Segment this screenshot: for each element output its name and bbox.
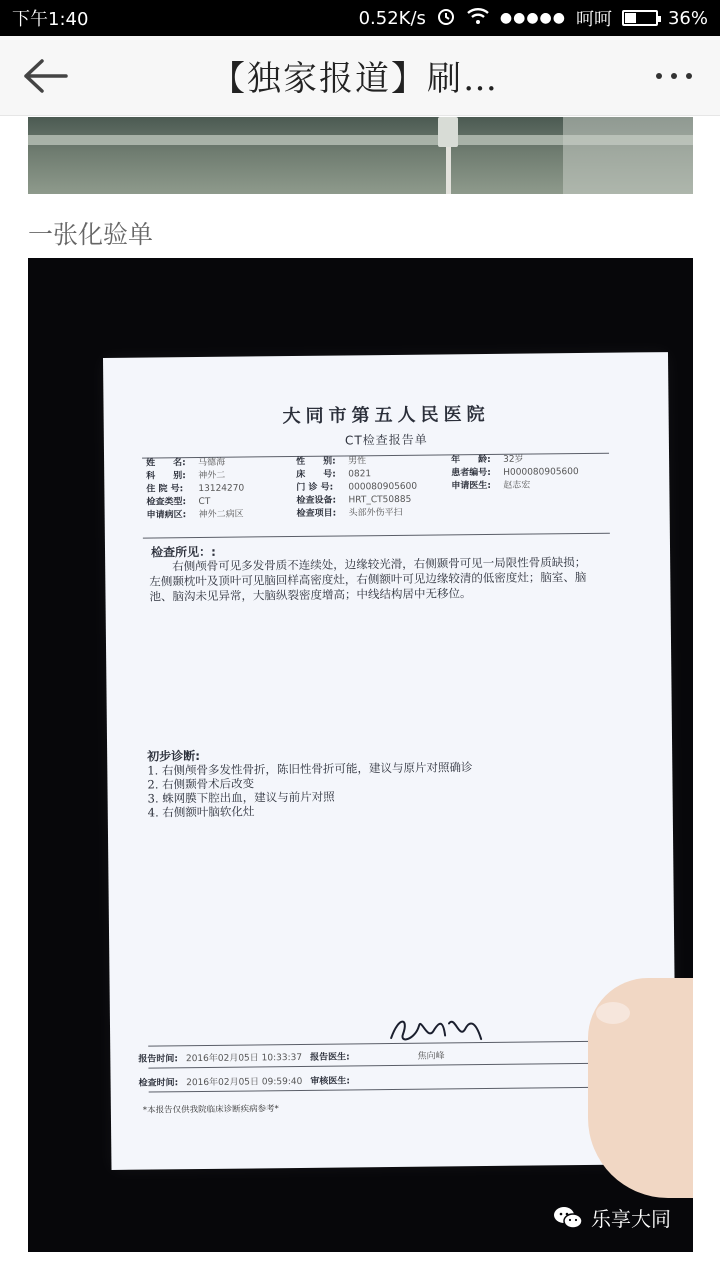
source-watermark: [553, 1203, 671, 1232]
fingernail: [596, 1002, 630, 1024]
info-value: HRT_CT50885: [348, 494, 412, 506]
diagnosis-item: 4. 右侧额叶脑软化灶: [147, 804, 255, 820]
info-value: 32岁: [503, 454, 524, 465]
carrier-name: 呵呵: [575, 9, 612, 30]
divider: [143, 533, 610, 539]
info-value: 神外二病区: [198, 509, 244, 521]
info-key: 门 诊 号:: [296, 482, 334, 493]
info-key: 申请医生:: [451, 480, 492, 492]
diagnosis-item: 3. 蛛网膜下腔出血，建议与前片对照: [147, 789, 335, 806]
info-value: 马德海: [198, 457, 226, 469]
info-key: 年 龄:: [451, 454, 491, 466]
info-key: 住 院 号:: [146, 484, 184, 495]
next-content-edge: [0, 1252, 720, 1280]
info-value: 000080905600: [348, 481, 418, 493]
info-value: H000080905600: [503, 467, 579, 478]
info-key: 患者编号:: [451, 467, 491, 479]
exam-time-row: [139, 1071, 609, 1089]
info-value: 赵志宏: [503, 480, 531, 491]
report-doctor: 焦向峰: [417, 1051, 445, 1062]
review-doctor-label: 审核医生:: [310, 1076, 350, 1087]
info-value: 男性: [348, 456, 367, 467]
more-icon-dot: [671, 73, 677, 79]
report-time: 2016年02月05日 10:33:37: [185, 1052, 303, 1065]
status-bar: [0, 0, 720, 36]
photo-detail: [563, 117, 693, 194]
article-image-report[interactable]: [28, 258, 693, 1252]
info-value: CT: [198, 496, 211, 508]
info-key: 姓 名:: [146, 458, 186, 469]
diagnosis-item: 2. 右侧颞骨术后改变: [147, 776, 255, 792]
watermark-text: 乐享大同: [591, 1207, 671, 1231]
info-key: 科 别:: [146, 471, 186, 482]
info-key: 申请病区:: [146, 510, 187, 521]
hand-holding-paper: [588, 978, 693, 1198]
photo-detail: [438, 117, 458, 147]
info-value: 13124270: [198, 483, 245, 495]
battery-percent: 36%: [667, 7, 708, 29]
app-bar: [0, 36, 720, 116]
info-value: 0821: [348, 469, 372, 480]
findings-text: 右侧颅骨可见多发骨质不连续处，边缘较光滑，右侧颞骨可见一局限性骨质缺损；左侧颞枕叶及顶叶可见脑回样高密度灶，右侧额叶可见边缘较清的低密度灶；脑室、脑池、脑沟未见异常，大脑纵裂密度增高；中线结构居中无移位。: [149, 554, 587, 604]
info-value: 头部外伤平扫: [348, 507, 403, 519]
report-type: CT检查报告单: [344, 432, 428, 448]
back-arrow-icon: [22, 58, 70, 94]
diagnosis-list: [147, 759, 588, 820]
info-key: [451, 493, 503, 507]
info-value: 神外二: [198, 470, 226, 482]
battery-icon: [622, 10, 658, 26]
info-key: 检查类型:: [146, 497, 187, 508]
diagnosis-item: 1. 右侧颅骨多发性骨折，陈旧性骨折可能，建议与原片对照确诊: [147, 760, 473, 778]
more-menu-button[interactable]: [628, 36, 720, 116]
report-doctor-label: 报告医生:: [309, 1052, 350, 1063]
divider: [148, 1041, 615, 1047]
back-button[interactable]: [0, 36, 92, 116]
more-icon-dot: [686, 73, 692, 79]
exam-time: 2016年02月05日 09:59:40: [186, 1076, 303, 1089]
report-note: *本报告仅供我院临床诊断疾病参考*: [142, 1104, 279, 1116]
article-image-top[interactable]: [28, 117, 693, 194]
wechat-icon: [553, 1205, 583, 1231]
photo-detail: [446, 147, 451, 194]
info-cell: [147, 508, 297, 523]
status-time: 下午1:40: [12, 9, 89, 30]
findings-label: 检查所见：:: [150, 544, 216, 560]
report-time-row: [138, 1047, 608, 1065]
patient-info: [146, 453, 617, 523]
report-time-label: 报告时间:: [138, 1054, 179, 1065]
network-speed: 0.52K/s: [358, 7, 426, 29]
info-key: 床 号:: [296, 469, 336, 480]
hospital-name: 大同市第五人民医院: [282, 403, 490, 428]
image-caption: 一张化验单: [28, 220, 154, 249]
info-key: 性 别:: [296, 456, 336, 467]
wifi-icon: [466, 7, 490, 30]
page-title: 【独家报道】刷…: [211, 59, 499, 99]
exam-time-label: 检查时间:: [138, 1078, 179, 1089]
info-cell: [452, 505, 617, 520]
battery-fill: [625, 13, 636, 23]
diagnosis-label: 初步诊断:: [147, 749, 201, 764]
info-key: 检查设备:: [296, 495, 337, 506]
info-key: [452, 506, 504, 520]
info-cell: [297, 506, 452, 521]
more-icon: [656, 73, 662, 79]
signal-icon: ●●●●●: [499, 10, 566, 26]
alarm-icon: [436, 6, 456, 31]
info-key: 检查项目:: [296, 508, 337, 519]
